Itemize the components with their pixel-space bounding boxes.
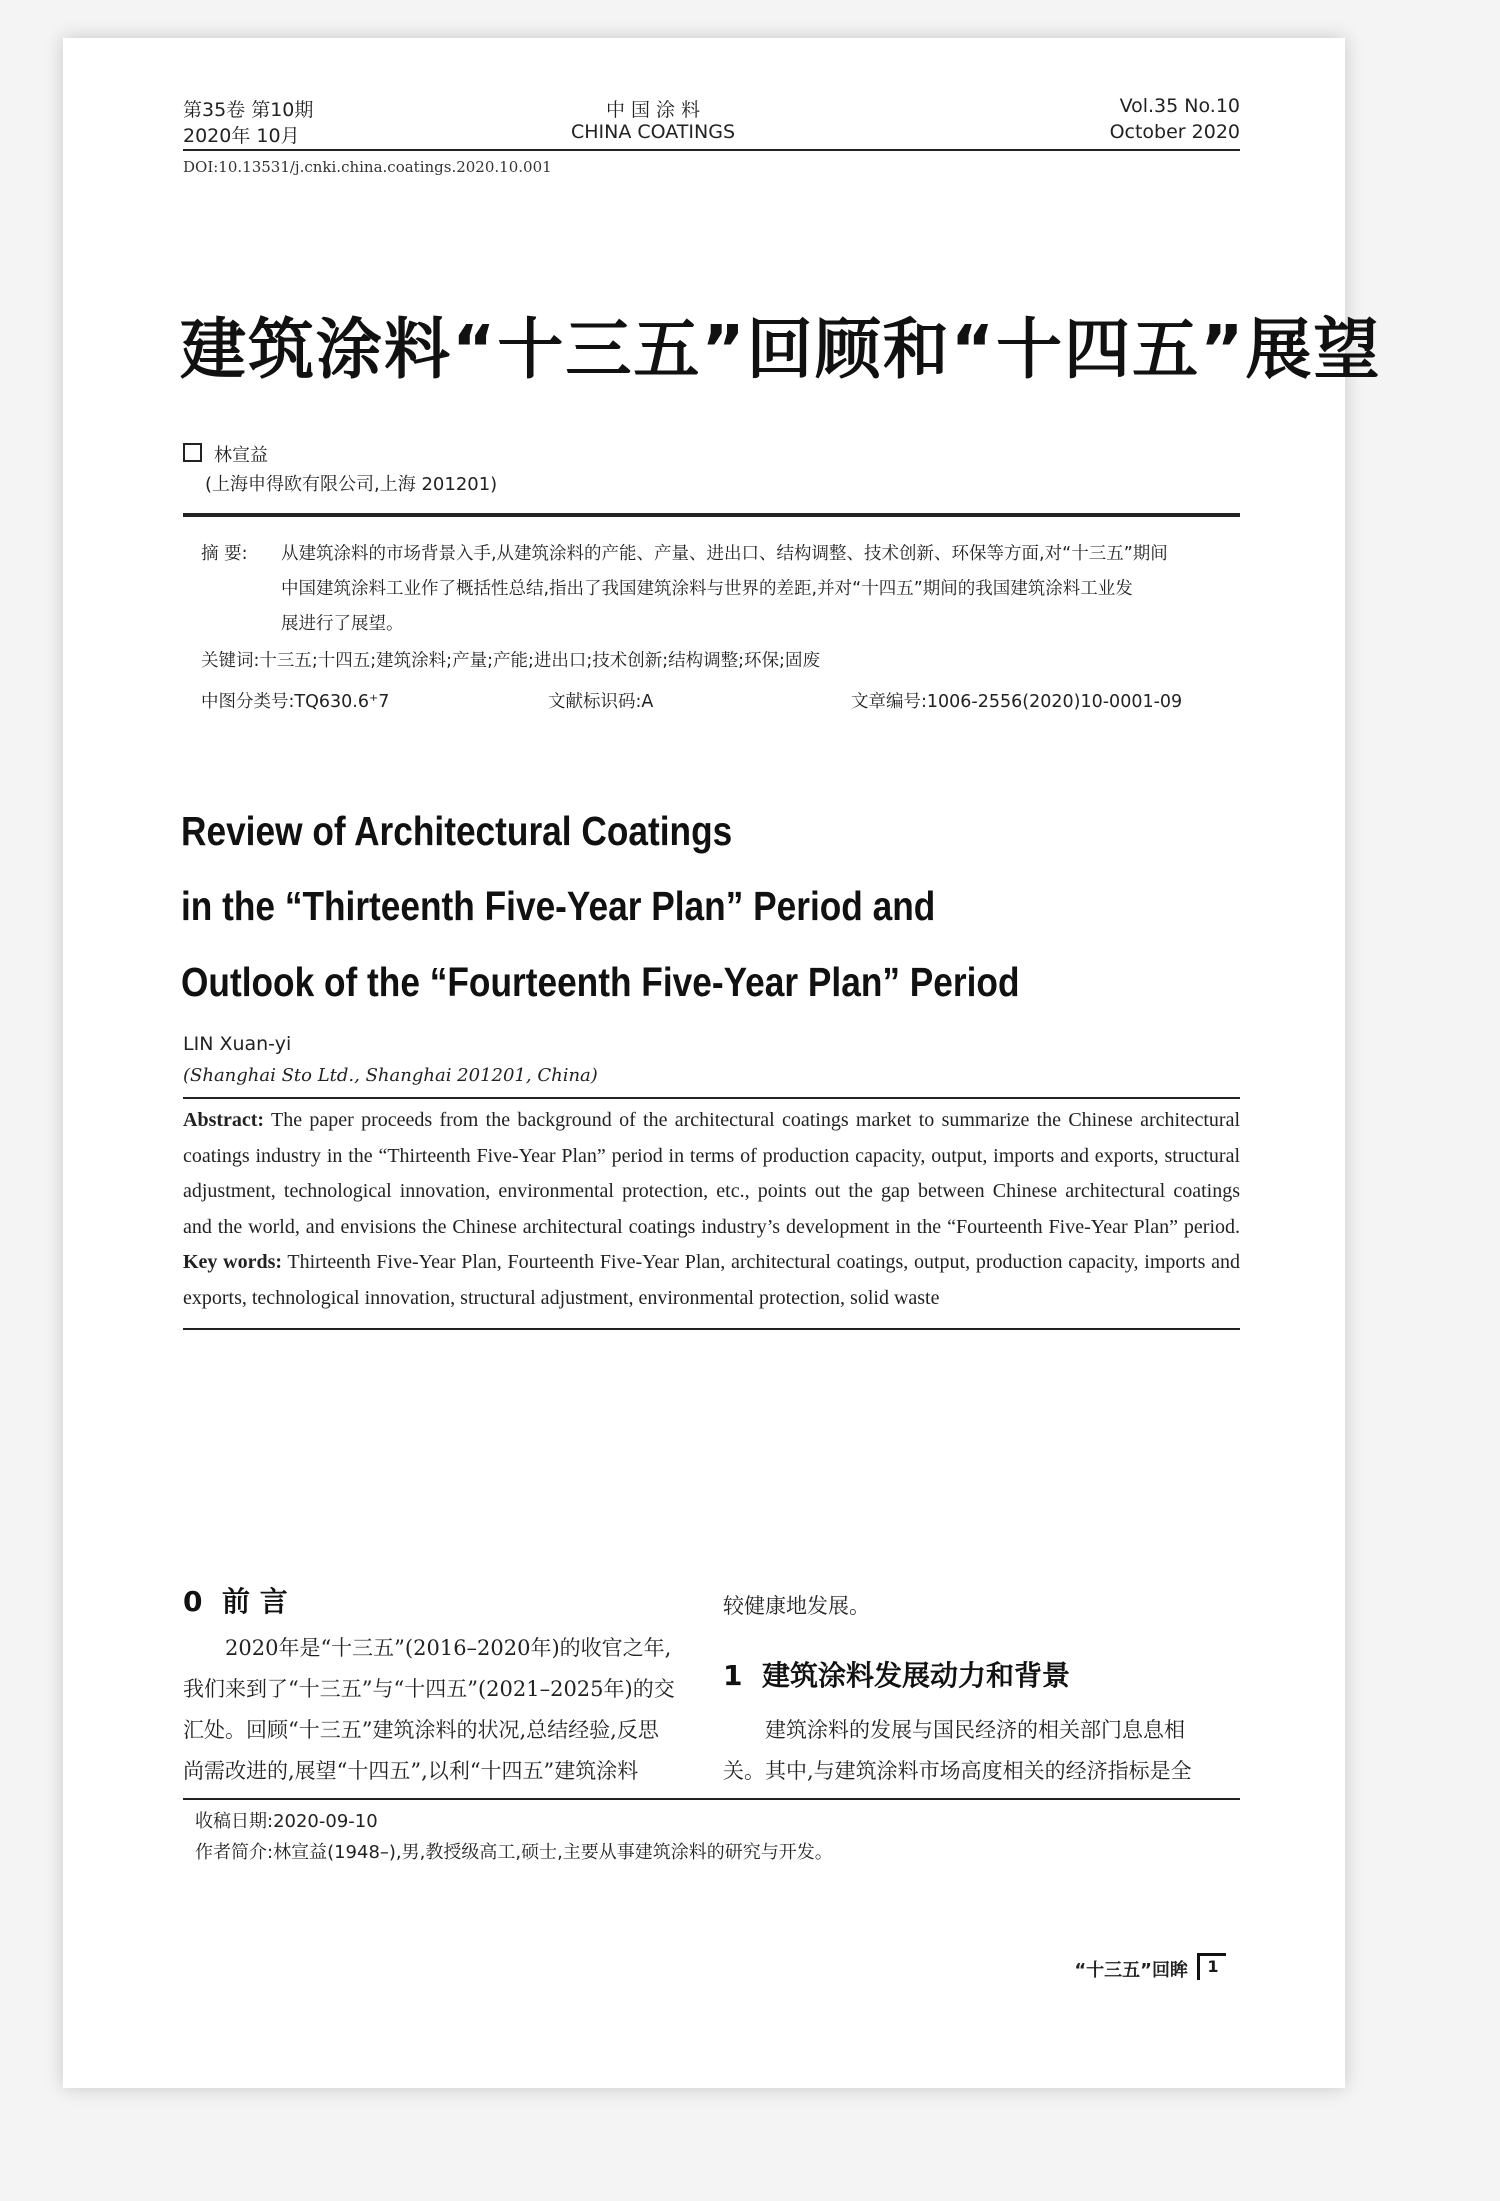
- abstract-en-label: Abstract:: [183, 1109, 265, 1131]
- author-square-icon: [183, 443, 202, 462]
- abstract-cn-line-3: 展进行了展望。: [281, 614, 404, 634]
- received-date: 收稿日期:2020-09-10: [195, 1811, 378, 1832]
- section-1-line-2: 关。其中,与建筑涂料市场高度相关的经济指标是全: [723, 1759, 1192, 1783]
- footnote-rule: [183, 1798, 1240, 1800]
- author-cn: 林宣益: [214, 445, 268, 466]
- journal-page: [63, 38, 1382, 2088]
- date-en: October 2020: [1109, 121, 1240, 143]
- intro-line-1: 2020年是“十三五”(2016–2020年)的收官之年,: [225, 1636, 672, 1660]
- keywords-en-line-2: exports, technological innovation, structural adjustment, environmental protection, solid waste: [183, 1286, 940, 1309]
- author-cn-line: [183, 441, 268, 467]
- title-en-line-2: in the “Thirteenth Five-Year Plan” Period and: [181, 883, 936, 929]
- page-number: 1: [1197, 1953, 1226, 1980]
- intro-heading: [183, 1580, 288, 1620]
- journal-name-en: CHINA COATINGS: [570, 121, 736, 143]
- abstract-en-block: [183, 1103, 1240, 1316]
- abstract-cn-line-2: 中国建筑涂料工业作了概括性总结,指出了我国建筑涂料与世界的差距,并对“十四五”期间的我国建筑涂料工业发: [281, 579, 1133, 599]
- abstract-en-line-3: adjustment, technological innovation, environmental protection, etc., points out the gap between Chinese architectural coatings: [183, 1180, 1240, 1202]
- keywords-en-label: Key words:: [183, 1251, 283, 1273]
- intro-title: 前 言: [221, 1585, 288, 1618]
- intro-line-3: 汇处。回顾“十三五”建筑涂料的状况,总结经验,反思: [183, 1718, 659, 1742]
- abstract-top-rule: [183, 1097, 1240, 1099]
- intro-line-4: 尚需改进的,展望“十四五”,以利“十四五”建筑涂料: [183, 1759, 639, 1783]
- keywords-cn: 关键词:十三五;十四五;建筑涂料;产量;产能;进出口;技术创新;结构调整;环保;固废: [201, 651, 820, 671]
- date-cn: 2020年 10月: [183, 125, 300, 147]
- title-cn: 建筑涂料“十三五”回顾和“十四五”展望: [180, 311, 1382, 388]
- author-bio: 作者简介:林宣益(1948–),男,教授级高工,硕士,主要从事建筑涂料的研究与开发。: [195, 1842, 833, 1863]
- affiliation-en: (Shanghai Sto Ltd., Shanghai 201201, China): [183, 1065, 598, 1086]
- abstract-en-line-4: and the world, and envisions the Chinese architectural coatings industry’s development in the “Fourteenth Five-Year Plan” period.: [183, 1215, 1240, 1238]
- doi-text: DOI:10.13531/j.cnki.china.coatings.2020.10.001: [183, 158, 552, 176]
- right-col-first-line: 较健康地发展。: [723, 1594, 870, 1618]
- abstract-en-line-2: coatings industry in the “Thirteenth Five-Year Plan” period in terms of production capacity, output, imports and exports, structural: [183, 1144, 1240, 1167]
- section-1-line-1: 建筑涂料的发展与国民经济的相关部门息息相: [765, 1718, 1185, 1742]
- abstract-en-line-1: Abstract: The paper proceeds from the background of the architectural coatings market to summarize the Chinese architectural: [183, 1109, 1240, 1131]
- document-code: 文献标识码:A: [548, 692, 654, 712]
- clc-number: 中图分类号:TQ630.6⁺7: [201, 692, 390, 712]
- section-1-heading: [723, 1654, 1070, 1694]
- thick-rule: [183, 513, 1240, 517]
- article-number: 文章编号:1006-2556(2020)10-0001-09: [851, 692, 1183, 712]
- intro-line-2: 我们来到了“十三五”与“十四五”(2021–2025年)的交: [183, 1677, 675, 1701]
- abstract-cn-line-1: 从建筑涂料的市场背景入手,从建筑涂料的产能、产量、进出口、结构调整、技术创新、环保等方面,对“十三五”期间: [281, 544, 1168, 564]
- affiliation-cn: (上海申得欧有限公司,上海 201201): [205, 474, 498, 495]
- title-en-line-1: Review of Architectural Coatings: [181, 808, 733, 854]
- journal-name-cn: 中 国 涂 料: [605, 99, 701, 121]
- section-1-title: 建筑涂料发展动力和背景: [761, 1659, 1070, 1692]
- abstract-bottom-rule: [183, 1328, 1240, 1330]
- header-rule: [183, 149, 1240, 151]
- author-en: LIN Xuan-yi: [183, 1033, 292, 1055]
- volume-issue-en: Vol.35 No.10: [1119, 95, 1240, 117]
- volume-issue-cn: 第35卷 第10期: [183, 99, 314, 121]
- running-title: “十三五”回眸: [1074, 1960, 1188, 1981]
- keywords-en-line-1: Key words: Thirteenth Five-Year Plan, Fourteenth Five-Year Plan, architectural coatings, output, production capacity, imports and: [183, 1251, 1240, 1273]
- abstract-cn-label: 摘 要:: [201, 544, 248, 564]
- section-1-number: 1: [723, 1659, 743, 1692]
- intro-number: 0: [183, 1585, 203, 1618]
- title-en-line-3: Outlook of the “Fourteenth Five-Year Plan” Period: [181, 959, 1020, 1005]
